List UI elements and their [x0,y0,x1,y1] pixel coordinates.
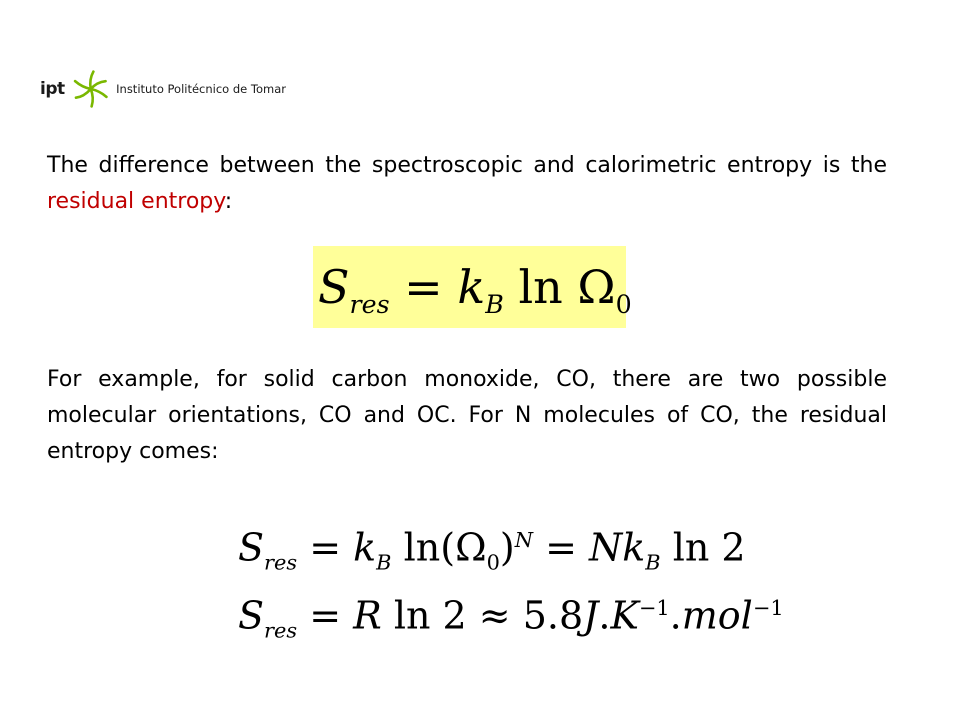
unit-j: J [583,593,599,638]
symbol-omega: Ω [455,525,487,570]
subscript-res: res [349,290,390,320]
subscript-b: B [485,290,504,320]
equals-sign-2: = [532,525,589,570]
symbol-omega: Ω [577,260,616,314]
logo-short-name: ipt [40,79,65,99]
unit-k: K [610,593,639,638]
subscript-res: res [264,618,298,643]
equals-sign: = [297,525,354,570]
residual-entropy-term: residual entropy [47,189,225,214]
example-text: For example, for solid carbon monoxide, CO, there are two possible molecular orientations, CO and OC. For N molecules of CO, the residual entropy comes: [47,367,887,464]
close-paren: ) [499,525,515,570]
equals-sign: = [297,593,354,638]
ln-two-approx-value: ln 2 ≈ 5.8 [381,593,584,638]
example-paragraph [47,362,887,470]
open-paren: ( [440,525,456,570]
symbol-s: S [318,260,350,314]
logo-institution-name: Instituto Politécnico de Tomar [116,82,286,96]
exponent-n: N [514,528,533,552]
exponent-minus-one-mol: −1 [752,596,784,620]
symbol-k: k [457,260,486,314]
symbol-s: S [238,593,265,638]
unit-mol: mol [681,593,753,638]
intro-text: The difference between the spectroscopic and calorimetric entropy is the [47,153,887,178]
subscript-b: B [376,550,392,575]
subscript-zero: 0 [615,290,632,320]
ln-two: ln 2 [660,525,746,570]
unit-separator-1: . [598,593,611,638]
symbol-nk: Nk [588,525,646,570]
subscript-res: res [264,550,298,575]
symbol-s: S [238,525,265,570]
symbol-r: R [353,593,382,638]
intro-paragraph [47,148,887,220]
symbol-k: k [353,525,377,570]
subscript-zero: 0 [486,550,500,575]
residual-entropy-molar-equation [238,578,784,660]
ln-operator: ln [503,260,578,314]
residual-entropy-equation [318,252,632,340]
unit-separator-2: . [669,593,682,638]
ipt-logo [38,62,286,116]
ln-operator: ln [391,525,441,570]
ipt-star-icon [69,64,113,114]
equals-sign: = [389,260,458,314]
exponent-minus-one-k: −1 [638,596,670,620]
intro-colon: : [224,189,233,214]
subscript-b-2: B [645,550,661,575]
